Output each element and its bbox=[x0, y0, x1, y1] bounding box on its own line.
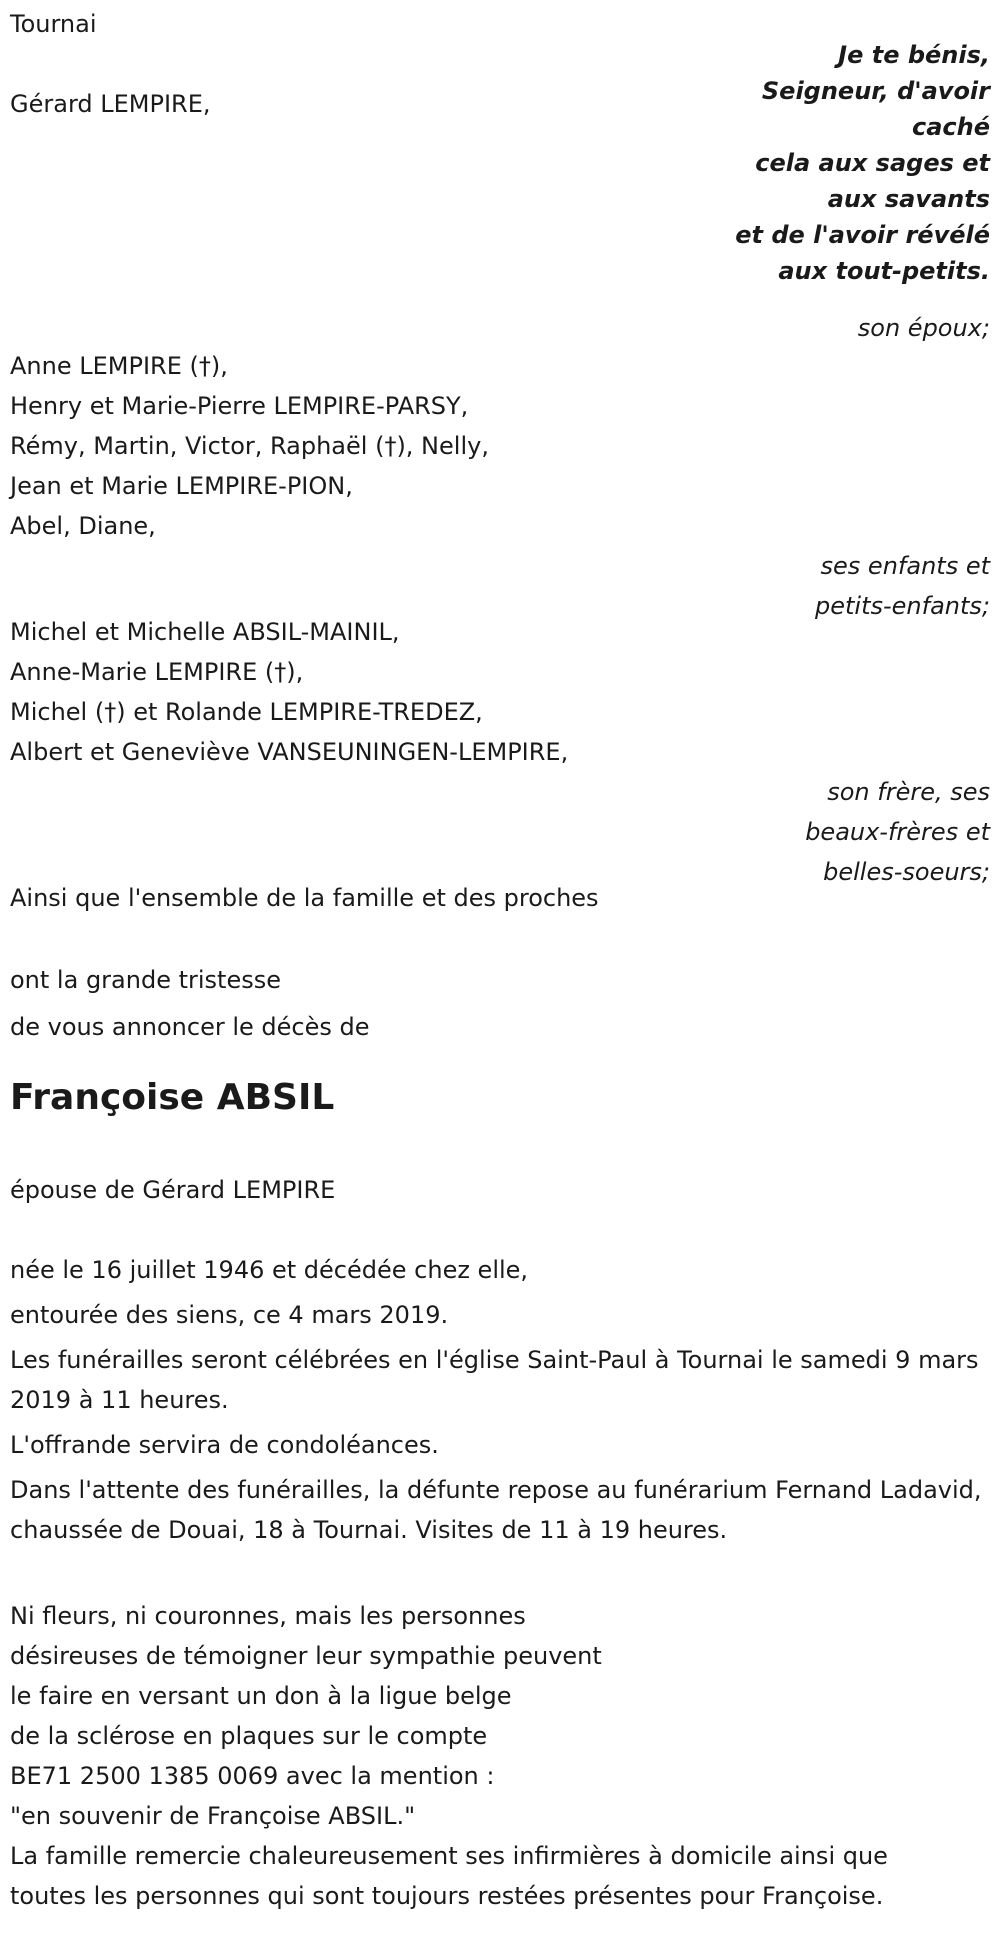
family-member: Anne LEMPIRE (†), bbox=[10, 352, 228, 380]
verse-line: aux tout-petits. bbox=[778, 257, 990, 285]
family-member: Rémy, Martin, Victor, Raphaël (†), Nelly, bbox=[10, 432, 489, 460]
spouse-name: Gérard LEMPIRE, bbox=[10, 90, 211, 118]
birth-death: née le 16 juillet 1946 et décédée chez elle, bbox=[10, 1256, 529, 1284]
children-role: petits-enfants; bbox=[815, 592, 990, 620]
closing-line: BE71 2500 1385 0069 avec la mention : bbox=[10, 1762, 495, 1790]
family-member: Anne-Marie LEMPIRE (†), bbox=[10, 658, 304, 686]
city: Tournai bbox=[10, 10, 97, 38]
verse-line: aux savants bbox=[827, 185, 990, 213]
closing-line: de la sclérose en plaques sur le compte bbox=[10, 1722, 488, 1750]
spouse bbox=[10, 84, 990, 124]
verse bbox=[10, 37, 990, 289]
family-member: Abel, Diane, bbox=[10, 512, 156, 540]
repose-info: Dans l'attente des funérailles, la défunte repose au funérarium Fernand Ladavid, chaussée de Douai, 18 à Tournai. Visites de 11 à 19 heures. bbox=[10, 1476, 982, 1544]
announcement-body bbox=[10, 960, 990, 1047]
verse-line: Je te bénis, bbox=[838, 41, 990, 69]
closing-line: désireuses de témoigner leur sympathie peuvent bbox=[10, 1642, 602, 1670]
family-member: Michel (†) et Rolande LEMPIRE-TREDEZ, bbox=[10, 698, 483, 726]
announcement-line: de vous annoncer le décès de bbox=[10, 1013, 370, 1041]
deceased-relation: épouse de Gérard LEMPIRE bbox=[10, 1176, 336, 1204]
closing-line: La famille remercie chaleureusement ses infirmières à domicile ainsi que bbox=[10, 1842, 888, 1870]
closing-line: le faire en versant un don à la ligue belge bbox=[10, 1682, 512, 1710]
spouse-role: son époux; bbox=[857, 314, 990, 342]
children-role: ses enfants et bbox=[820, 552, 990, 580]
verse-line: et de l'avoir révélé bbox=[735, 221, 990, 249]
family-member: Henry et Marie-Pierre LEMPIRE-PARSY, bbox=[10, 392, 469, 420]
verse-line: Seigneur, d'avoir bbox=[761, 77, 990, 105]
siblings-role: beaux-frères et bbox=[805, 818, 990, 846]
closing-line: Ni fleurs, ni couronnes, mais les personnes bbox=[10, 1602, 526, 1630]
family-member: Michel et Michelle ABSIL-MAINIL, bbox=[10, 618, 400, 646]
spouse-role-block bbox=[10, 308, 990, 348]
closing-line: "en souvenir de Françoise ABSIL." bbox=[10, 1802, 416, 1830]
family-line: Ainsi que l'ensemble de la famille et des proches bbox=[10, 884, 599, 912]
deceased-block bbox=[10, 1073, 990, 1123]
surrounded: entourée des siens, ce 4 mars 2019. bbox=[10, 1301, 449, 1329]
relation-block bbox=[10, 1170, 990, 1210]
siblings-role: son frère, ses bbox=[827, 778, 990, 806]
verse-line: caché bbox=[911, 113, 990, 141]
siblings-role: belles-soeurs; bbox=[823, 858, 990, 886]
deceased-name: Françoise ABSIL bbox=[10, 1077, 335, 1118]
offering: L'offrande servira de condoléances. bbox=[10, 1431, 439, 1459]
siblings-list bbox=[10, 612, 990, 892]
family-member: Jean et Marie LEMPIRE-PION, bbox=[10, 472, 353, 500]
verse-line: cela aux sages et bbox=[755, 149, 990, 177]
funeral-info: Les funérailles seront célébrées en l'église Saint-Paul à Tournai le samedi 9 mars 2019 à 11 heures. bbox=[10, 1346, 979, 1414]
announcement bbox=[10, 878, 990, 918]
closing-line: toutes les personnes qui sont toujours restées présentes pour Françoise. bbox=[10, 1882, 884, 1910]
announcement-line: ont la grande tristesse bbox=[10, 966, 281, 994]
closing bbox=[10, 1596, 990, 1916]
details bbox=[10, 1250, 990, 1550]
family-member: Albert et Geneviève VANSEUNINGEN-LEMPIRE, bbox=[10, 738, 569, 766]
children-list bbox=[10, 346, 990, 626]
